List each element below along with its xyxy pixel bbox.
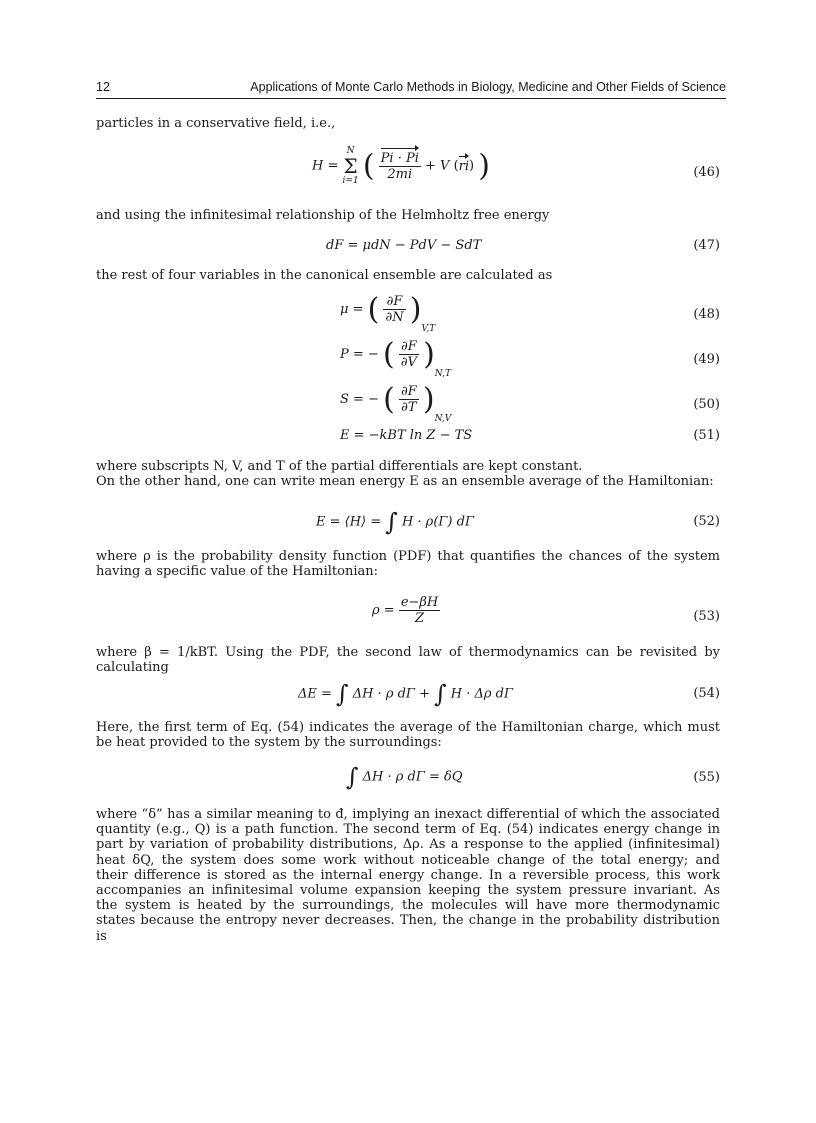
eq54-lhs: ΔE =: [298, 686, 332, 702]
right-paren: ): [422, 382, 435, 417]
text-line: particles in a conservative field, i.e.,: [96, 116, 336, 131]
eq48-lhs: μ =: [340, 302, 364, 317]
equation-48: [340, 292, 435, 334]
page-number: 12: [96, 80, 110, 94]
equation-54: [298, 680, 513, 708]
eq53-den: Z: [415, 611, 425, 626]
equation-number-54: (54): [693, 686, 720, 701]
paragraph-8: [96, 807, 720, 944]
running-title: Applications of Monte Carlo Methods in Biology, Medicine and Other Fields of Science: [250, 80, 726, 94]
right-paren: ): [478, 148, 490, 184]
text-line: the rest of four variables in the canonical ensemble are calculated as: [96, 268, 553, 283]
text-line: the system is heated by the surroundings, the molecules will have more thermodynamic: [96, 898, 720, 914]
equation-number-51: (51): [693, 428, 720, 443]
paragraph-6: [96, 645, 720, 675]
text-line: states because the entropy never decreases. Then, the change in the probability distribution is: [96, 913, 720, 944]
text-line: On the other hand, one can write mean energy E as an ensemble average of the Hamiltonian:: [96, 474, 714, 490]
equation-53: [372, 595, 440, 626]
paragraph-3: [96, 268, 720, 283]
eq46-sum-bottom: i=1: [342, 176, 359, 186]
eq48-sub: V,T: [421, 324, 436, 334]
equation-number-46: (46): [693, 165, 720, 180]
eq50-sub: N,V: [434, 414, 452, 424]
eq46-numerator-text: Pi · Pi: [380, 150, 419, 166]
running-header: [96, 80, 726, 98]
sigma-symbol: Σ: [343, 154, 358, 178]
eq49-fraction: [399, 339, 419, 370]
text-line: where subscripts N, V, and T of the partial differentials are kept constant.: [96, 459, 583, 474]
text-line: heat δQ, the system does some work without noticeable change of the total energy; and: [96, 852, 720, 868]
eq46-lhs: H =: [312, 158, 339, 174]
paragraph-5: [96, 549, 720, 579]
equation-number-48: (48): [693, 307, 720, 322]
text-line: accompanies an infinitesimal volume expansion keeping the system pressure invariant. As: [96, 883, 720, 899]
right-paren: ): [409, 292, 422, 327]
eq52-rhs: H · ρ(Γ) dΓ: [401, 514, 474, 530]
eq53-fraction: [399, 595, 440, 626]
eq54-term-2: H · Δρ dΓ: [450, 686, 514, 702]
eq46-denominator: 2mi: [387, 166, 413, 182]
text-line: where ρ is the probability density function (PDF) that quantifies the chances of the system: [96, 549, 720, 564]
equation-46: [312, 146, 490, 186]
equation-number-49: (49): [693, 352, 720, 367]
left-paren: (: [362, 148, 375, 184]
eq52-lhs: E = ⟨H⟩ =: [316, 514, 382, 530]
equation-52: [316, 508, 474, 536]
text-line: their difference is stored as the internal energy change. In a reversible process, this work: [96, 867, 720, 883]
left-paren: (: [367, 292, 380, 327]
paragraph-7: [96, 720, 720, 750]
text-line: calculating: [96, 660, 169, 676]
equation-55: [346, 763, 463, 791]
eq48-fraction: [383, 294, 405, 325]
eq49-den: ∂V: [400, 355, 417, 370]
header-rule: [96, 98, 726, 99]
eq50-lhs: S = −: [340, 392, 379, 407]
eq50-fraction: [399, 384, 419, 415]
integral-symbol: ∫: [385, 508, 398, 536]
eq46-sum-top: N: [346, 146, 355, 156]
paren-close: ): [469, 158, 475, 174]
eq48-den: ∂N: [385, 310, 404, 325]
eq53-num: e−βH: [400, 595, 439, 610]
integral-symbol: ∫: [336, 680, 349, 708]
eq55-term: ΔH · ρ dΓ = δQ: [362, 769, 463, 785]
text-line: having a specific value of the Hamiltonian:: [96, 564, 379, 580]
paragraph-1: [96, 116, 720, 131]
integral-symbol: ∫: [346, 763, 359, 791]
paragraph-4: [96, 459, 720, 489]
equation-51: E = −kBT ln Z − TS: [340, 428, 473, 443]
right-paren: ): [423, 337, 435, 372]
eq49-sub: N,T: [434, 369, 451, 379]
eq46-term: + V: [425, 158, 450, 174]
text-line: Here, the first term of Eq. (54) indicates the average of the Hamiltonian charge, which must: [96, 720, 720, 735]
equation-47: dF = μdN − PdV − SdT: [326, 238, 482, 253]
text-line: part by variation of probability distributions, Δρ. As a response to the applied (infinitesimal): [96, 837, 720, 853]
eq50-den: ∂T: [401, 400, 417, 415]
eq46-sum: [343, 146, 359, 186]
text-line: be heat provided to the system by the surroundings:: [96, 735, 442, 751]
text-line: where β = 1/kBT. Using the PDF, the second law of thermodynamics can be revisited by: [96, 645, 720, 660]
integral-symbol: ∫: [434, 680, 447, 708]
text-line: where “δ” has a similar meaning to đ, implying an inexact differential of which the associated: [96, 807, 720, 822]
paren-open: (: [453, 158, 459, 174]
text-line: and using the infinitesimal relationship of the Helmholtz free energy: [96, 208, 550, 223]
equation-number-53: (53): [693, 609, 720, 624]
eq49-num: ∂F: [399, 339, 419, 355]
equation-49: [340, 337, 451, 379]
eq54-term-1: ΔH · ρ dΓ +: [352, 686, 430, 702]
eq49-lhs: P = −: [340, 347, 379, 362]
paragraph-2: [96, 208, 720, 223]
eq48-num: ∂F: [383, 294, 405, 310]
eq46-numerator: [379, 151, 421, 167]
eq46-arg: ri: [458, 158, 470, 174]
text-line: quantity (e.g., Q) is a path function. The second term of Eq. (54) indicates energy change in: [96, 822, 720, 838]
eq50-num: ∂F: [400, 384, 417, 399]
left-paren: (: [383, 382, 395, 417]
eq53-lhs: ρ =: [372, 603, 395, 618]
eq46-fraction: [379, 151, 421, 182]
equation-number-47: (47): [693, 238, 720, 253]
equation-number-50: (50): [693, 397, 720, 412]
equation-number-55: (55): [693, 770, 720, 785]
left-paren: (: [382, 337, 395, 372]
equation-50: [340, 382, 451, 424]
equation-number-52: (52): [693, 514, 720, 529]
